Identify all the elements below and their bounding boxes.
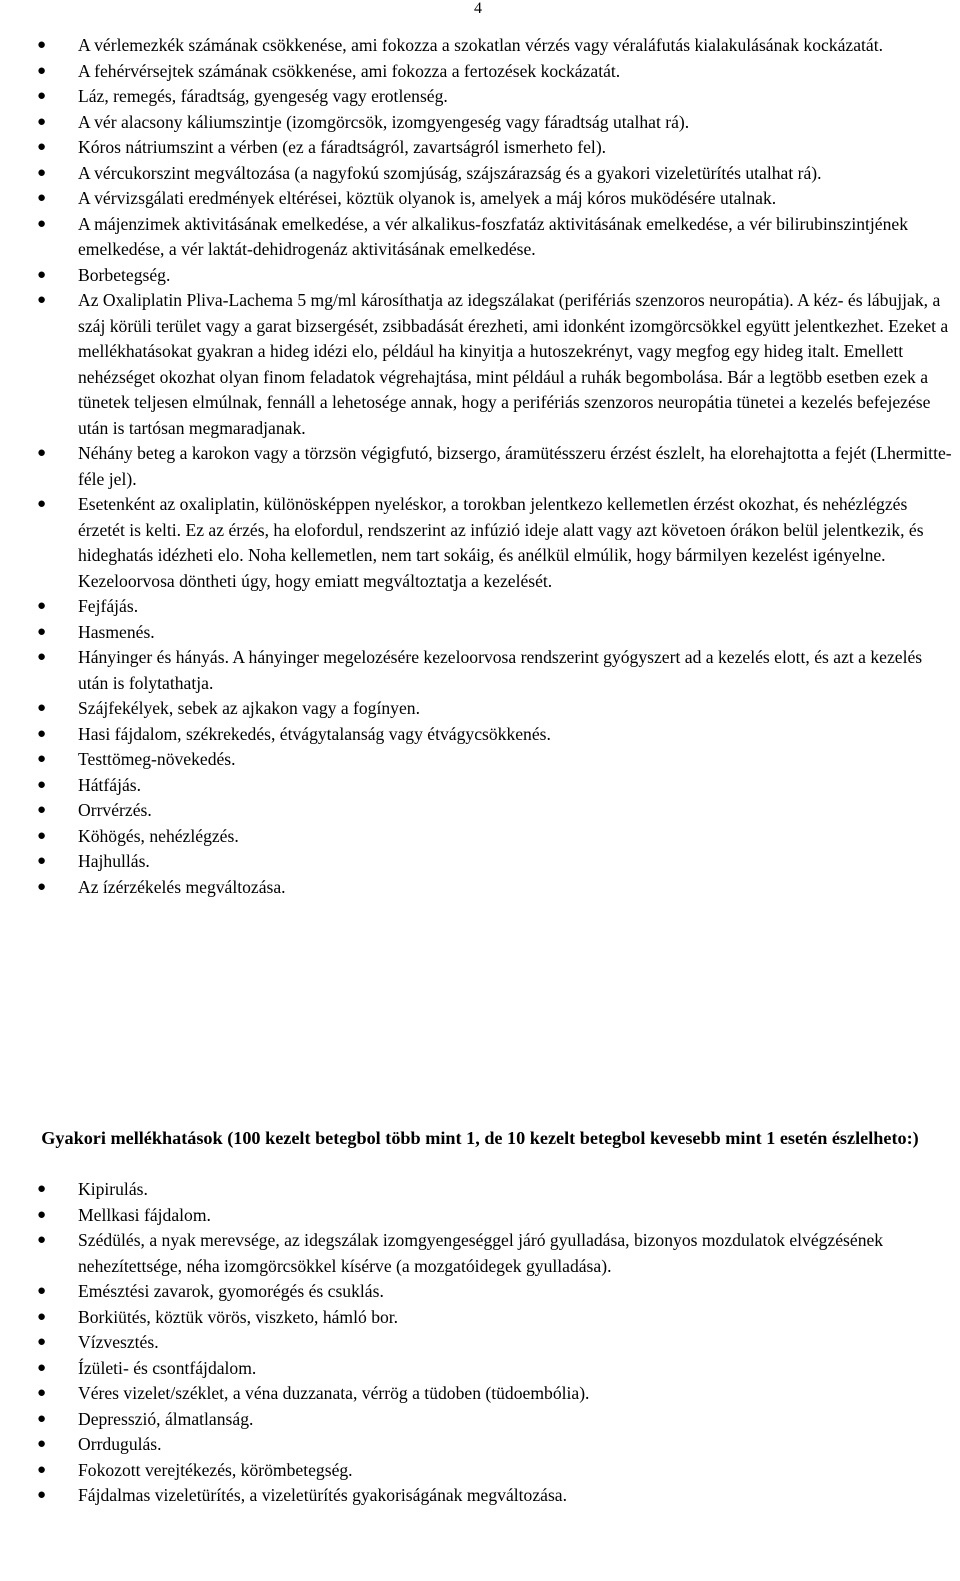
list-item [0, 59, 960, 85]
list-item [0, 84, 960, 110]
list-item-text: Emésztési zavarok, gyomorégés és csuklás. [78, 1281, 384, 1301]
bullet-icon: ● [37, 215, 47, 232]
list-item-text: Orrdugulás. [78, 1434, 162, 1454]
list-item-text: Kipirulás. [78, 1179, 148, 1199]
bullet-icon: ● [37, 1308, 47, 1325]
bullet-icon: ● [37, 878, 47, 895]
list-item-text: Depresszió, álmatlanság. [78, 1408, 254, 1429]
side-effects-list-common [0, 1177, 960, 1509]
side-effects-list-very-common [0, 33, 960, 900]
bullet-icon: ● [37, 62, 47, 79]
list-item [0, 1432, 960, 1458]
bullet-icon: ● [37, 139, 47, 155]
list-item-text: A vércukorszint megváltozása (a nagyfokú szomjúság, szájszárazság és a gyakori vizeletürítés utalhat rá). [78, 162, 822, 183]
list-item [0, 186, 960, 212]
bullet-icon: ● [37, 700, 47, 716]
list-item-text: Hasmenés. [78, 621, 155, 642]
bullet-icon: ● [37, 1206, 47, 1223]
bullet-icon: ● [37, 1283, 47, 1299]
list-item-text: A vér alacsony káliumszintje (izomgörcsök, izomgyengeség vagy fáradtság utalhat rá). [78, 111, 690, 132]
list-item-text: A vérlemezkék számának csökkenése, ami fokozza a szokatlan vérzés vagy véraláfutás kialakulásának kockázatát. [78, 35, 884, 55]
list-item [0, 492, 960, 594]
bullet-icon: ● [37, 266, 47, 283]
list-item [0, 620, 960, 646]
bullet-icon: ● [37, 1232, 47, 1248]
list-item [0, 875, 960, 901]
bullet-icon: ● [37, 1359, 47, 1376]
list-item [0, 1330, 960, 1356]
list-item [0, 824, 960, 850]
list-item [0, 441, 960, 492]
list-item [0, 594, 960, 620]
list-item-text: Orrvérzés. [78, 800, 152, 820]
list-item [0, 798, 960, 824]
bullet-icon: ● [37, 1410, 47, 1427]
list-item [0, 212, 960, 263]
list-item [0, 696, 960, 722]
list-item [0, 161, 960, 187]
bullet-icon: ● [37, 751, 47, 767]
bullet-icon: ● [37, 853, 47, 869]
bullet-icon: ● [37, 37, 47, 53]
list-item-text: Köhögés, nehézlégzés. [78, 825, 239, 846]
list-item-text: Az ízérzékelés megváltozása. [78, 876, 286, 897]
bullet-icon: ● [37, 164, 47, 181]
list-item-text: Szájfekélyek, sebek az ajkakon vagy a fogínyen. [78, 698, 420, 718]
bullet-icon: ● [37, 649, 47, 665]
list-item [0, 288, 960, 441]
bullet-icon: ● [37, 292, 47, 308]
list-item [0, 135, 960, 161]
list-item [0, 1407, 960, 1433]
page-number: 4 [474, 0, 482, 17]
bullet-icon: ● [37, 598, 47, 614]
list-item-text: A vérvizsgálati eredmények eltérései, köztük olyanok is, amelyek a máj kóros muködésére utalnak. [78, 188, 777, 208]
list-item [0, 1381, 960, 1407]
list-item-text: Testtömeg-növekedés. [78, 749, 236, 769]
bullet-icon: ● [37, 827, 47, 844]
list-item [0, 773, 960, 799]
list-item-text: A májenzimek aktivitásának emelkedése, a vér alkalikus-foszfatáz aktivitásának emelkedése, a vér bilirubinszintjének emelkedése, a vér laktát-dehidrogenáz aktivitásának emelkedése. [78, 213, 908, 259]
list-item-text: Néhány beteg a karokon vagy a törzsön végigfutó, bizsergo, áramütésszeru érzést észlelt, ha elorehajtotta a fejét (Lhermitte-féle jel). [78, 443, 952, 489]
list-item-text: A fehérvérsejtek számának csökkenése, ami fokozza a fertozések kockázatát. [78, 60, 621, 81]
list-item [0, 1203, 960, 1229]
bullet-icon: ● [37, 445, 47, 461]
list-item [0, 1483, 960, 1509]
list-item-text: Szédülés, a nyak merevsége, az idegszálak izomgyengeséggel járó gyulladása, bizonyos mozdulatok elvégzésének nehezítettsége, néha izomgörcsökkel kísérve (a mozgatóidegek gyulladása). [78, 1230, 884, 1276]
list-item-text: Borkiütés, köztük vörös, viszketo, hámló bor. [78, 1306, 399, 1327]
list-item [0, 263, 960, 289]
list-item [0, 110, 960, 136]
list-item-text: Az Oxaliplatin Pliva-Lachema 5 mg/ml károsíthatja az idegszálakat (perifériás szenzoros neuropátia). A kéz- és lábujjak, a száj körüli terület vagy a garat bizsergését, zsibbadását érezheti, ami idonként izomgörcsökkel együtt jelentkezhet. Ezeket a mellékhatásokat gyakran a hideg idézi elo, például ha kinyitja a hutoszekrényt, vagy megfog egy hideg italt. Emellett nehézséget okozhat olyan finom feladatok végrehajtása, mint például a ruhák begombolása. Bár a legtöbb esetben ezek a tünetek teljesen elmúlnak, fennáll a lehetosége annak, hogy a perifériás szenzoros neuropátia tünetei a kezelés befejezése után is tartósan megmaradjanak. [78, 290, 949, 438]
bullet-icon: ● [37, 190, 47, 206]
bullet-icon: ● [37, 1385, 47, 1401]
list-item [0, 1356, 960, 1382]
list-item-text: Ízületi- és csontfájdalom. [78, 1357, 257, 1378]
list-item-text: Hajhullás. [78, 851, 150, 871]
bullet-icon: ● [37, 88, 47, 104]
list-item-text: Hányinger és hányás. A hányinger megelozésére kezeloorvosa rendszerint gyógyszert ad a kezelés elott, és azt a kezelés után is folytathatja. [78, 647, 923, 693]
section-heading-common: Gyakori mellékhatások (100 kezelt betegbol több mint 1, de 10 kezelt betegbol kevesebb mint 1 esetén észlelheto:) [41, 1128, 919, 1148]
bullet-icon: ● [37, 1487, 47, 1503]
list-item-text: Fokozott verejtékezés, körömbetegség. [78, 1459, 353, 1480]
list-item-text: Véres vizelet/széklet, a véna duzzanata, vérrög a tüdoben (tüdoembólia). [78, 1383, 590, 1403]
list-item-text: Kóros nátriumszint a vérben (ez a fáradtságról, zavartságról ismerheto fel). [78, 137, 607, 157]
bullet-icon: ● [37, 1461, 47, 1478]
bullet-icon: ● [37, 1436, 47, 1452]
list-item-text: Hasi fájdalom, székrekedés, étvágytalanság vagy étvágycsökkenés. [78, 723, 551, 744]
list-item [0, 849, 960, 875]
bullet-icon: ● [37, 623, 47, 640]
bullet-icon: ● [37, 725, 47, 742]
list-item [0, 747, 960, 773]
list-item-text: Hátfájás. [78, 774, 142, 795]
list-item-text: Láz, remegés, fáradtság, gyengeség vagy erotlenség. [78, 86, 448, 106]
list-item-text: Fájdalmas vizeletürítés, a vizeletürítés gyakoriságának megváltozása. [78, 1485, 568, 1505]
list-item [0, 1305, 960, 1331]
list-item-text: Esetenként az oxaliplatin, különösképpen nyeléskor, a torokban jelentkezo kellemetlen érzést okozhat, és nehézlégzés érzetét is kelti. Ez az érzés, ha elofordul, rendszerint az infúzió ideje alatt vagy azt követoen órákon belül jelentkezik, és hideghatás idézheti elo. Noha kellemetlen, nem tart sokáig, és anélkül elmúlik, hogy bármilyen kezelést igényelne. Kezeloorvosa döntheti úgy, hogy emiatt megváltoztatja a kezelését. [78, 494, 924, 591]
bullet-icon: ● [37, 1334, 47, 1350]
list-item-text: Vízvesztés. [78, 1332, 159, 1352]
list-item [0, 722, 960, 748]
bullet-icon: ● [37, 802, 47, 818]
bullet-icon: ● [37, 1181, 47, 1197]
list-item [0, 1458, 960, 1484]
list-item-text: Borbetegség. [78, 264, 171, 285]
bullet-icon: ● [37, 113, 47, 130]
bullet-icon: ● [37, 776, 47, 793]
list-item [0, 1279, 960, 1305]
list-item-text: Mellkasi fájdalom. [78, 1204, 211, 1225]
list-item [0, 33, 960, 59]
list-item [0, 645, 960, 696]
list-item-text: Fejfájás. [78, 596, 139, 616]
list-item [0, 1228, 960, 1279]
bullet-icon: ● [37, 496, 47, 512]
list-item [0, 1177, 960, 1203]
